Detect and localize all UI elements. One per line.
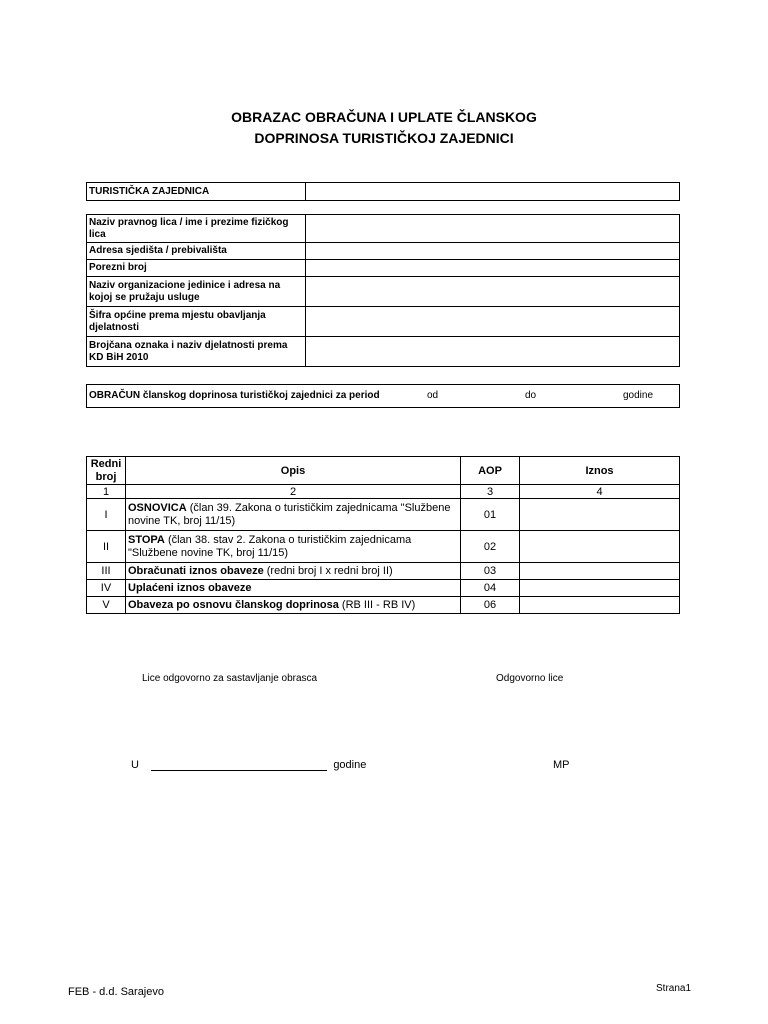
info-value-field[interactable] — [306, 215, 680, 243]
row-iznos-field[interactable] — [520, 580, 680, 597]
row-iznos-field[interactable] — [520, 531, 680, 563]
table-row — [87, 531, 680, 563]
row-aop: 02 — [461, 531, 520, 563]
place-godine: godine — [333, 759, 367, 771]
signature-left-label: Lice odgovorno za sastavljanje obrasca — [142, 673, 318, 684]
stamp-mp: MP — [553, 759, 570, 771]
row-aop: 06 — [461, 597, 520, 614]
row-title: STOPA — [128, 533, 165, 546]
row-iznos-field[interactable] — [520, 499, 680, 531]
info-value-field[interactable] — [306, 260, 680, 277]
col-number: 3 — [461, 485, 520, 499]
period-od: od — [427, 390, 439, 401]
info-value-field[interactable] — [306, 277, 680, 307]
info-table — [86, 214, 680, 367]
col-number: 4 — [520, 485, 680, 499]
row-rb: I — [87, 499, 126, 531]
row-aop: 03 — [461, 563, 520, 580]
info-value-field[interactable] — [306, 337, 680, 367]
period-row — [86, 384, 680, 408]
table-row — [87, 563, 680, 580]
row-rb: V — [87, 597, 126, 614]
info-label: Šifra općine prema mjestu obavljanja djelatnosti — [87, 307, 306, 337]
footer-page-number: Strana1 — [656, 983, 692, 994]
col-header-rb: Redni broj — [87, 457, 126, 485]
info-label: Naziv organizacione jedinice i adresa na kojoj se pružaju usluge — [87, 277, 306, 307]
tz-label: TURISTIČKA ZAJEDNICA — [87, 183, 306, 201]
row-title: Uplaćeni iznos obaveze — [128, 582, 252, 594]
info-label: Naziv pravnog lica / ime i prezime fizičkog lica — [87, 215, 306, 243]
signature-right-label: Odgovorno lice — [496, 673, 564, 684]
table-row — [87, 597, 680, 614]
row-iznos-field[interactable] — [520, 563, 680, 580]
row-rb: IV — [87, 580, 126, 597]
row-iznos-field[interactable] — [520, 597, 680, 614]
col-header-iznos: Iznos — [520, 457, 680, 485]
footer-company: FEB - d.d. Sarajevo — [68, 986, 164, 998]
row-desc: (član 38. stav 2. Zakona o turističkim zajednicama "Službene novine TK, broj 11/15) — [128, 533, 412, 559]
row-desc: (RB III - RB IV) — [338, 599, 416, 611]
col-header-aop: AOP — [461, 457, 520, 485]
tz-value-field[interactable] — [306, 183, 680, 201]
period-godine: godine — [623, 390, 654, 401]
form-title-line1: OBRAZAC OBRAČUNA I UPLATE ČLANSKOG — [231, 109, 537, 125]
info-label: Adresa sjedišta / prebivališta — [87, 243, 306, 260]
info-label: Porezni broj — [87, 260, 306, 277]
row-rb: III — [87, 563, 126, 580]
row-desc: (redni broj I x redni broj II) — [263, 565, 393, 577]
form-title-line2: DOPRINOSA TURISTIČKOJ ZAJEDNICI — [254, 130, 514, 146]
period-label: OBRAČUN članskog doprinosa turističkoj zajednici za period — [89, 390, 380, 401]
table-row — [87, 499, 680, 531]
obracun-table — [86, 456, 680, 614]
info-value-field[interactable] — [306, 243, 680, 260]
period-do: do — [525, 390, 537, 401]
info-value-field[interactable] — [306, 307, 680, 337]
place-line — [131, 759, 366, 771]
table-row — [87, 580, 680, 597]
row-aop: 01 — [461, 499, 520, 531]
row-title: OSNOVICA — [128, 501, 187, 514]
row-aop: 04 — [461, 580, 520, 597]
row-title: Obaveza po osnovu članskog doprinosa — [128, 599, 339, 611]
row-desc: (član 39. Zakona o turističkim zajednicama "Službene novine TK, broj 11/15) — [128, 501, 451, 527]
col-number: 2 — [126, 485, 461, 499]
place-u: U — [131, 759, 139, 771]
col-number: 1 — [87, 485, 126, 499]
row-title: Obračunati iznos obaveze — [128, 565, 264, 577]
tz-table — [86, 182, 680, 201]
row-rb: II — [87, 531, 126, 563]
info-label: Brojčana oznaka i naziv djelatnosti prema KD BiH 2010 — [87, 337, 306, 367]
col-header-opis: Opis — [126, 457, 461, 485]
place-field[interactable] — [151, 760, 327, 771]
